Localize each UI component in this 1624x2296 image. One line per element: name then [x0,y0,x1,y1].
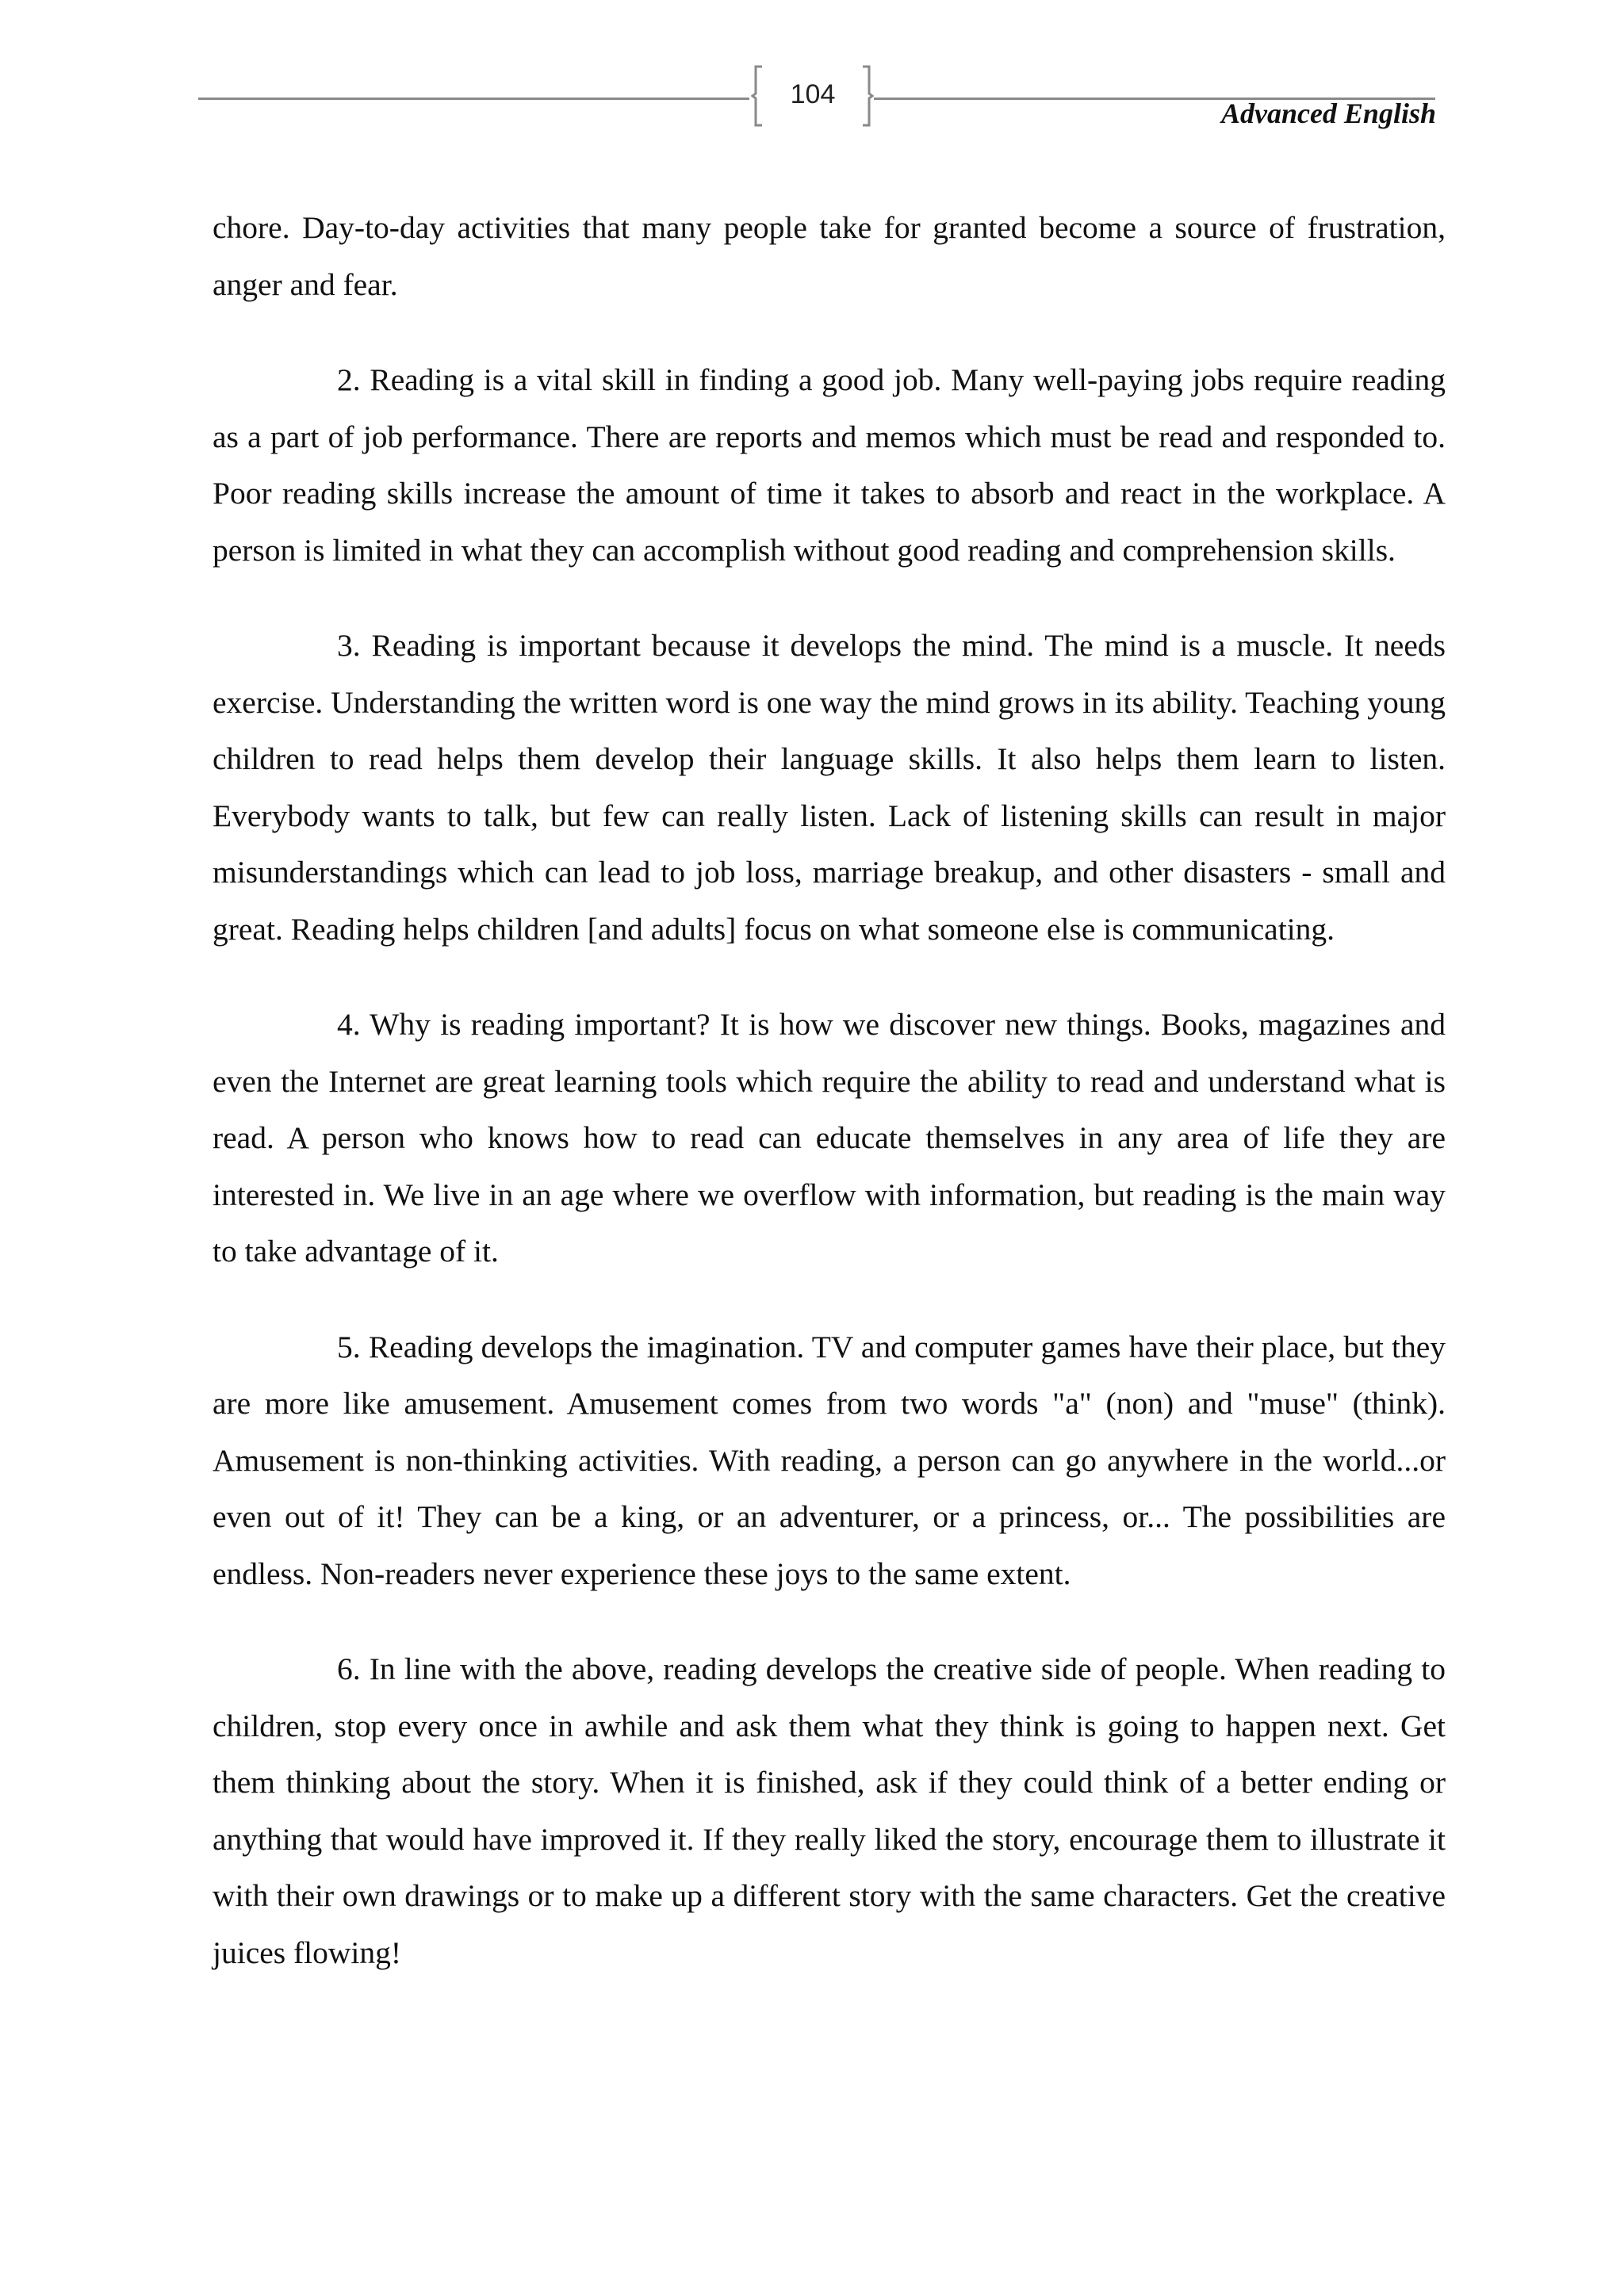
running-title: Advanced English [1220,98,1436,129]
page-number: 104 [790,79,836,109]
paragraph-continuation: chore. Day-to-day activities that many people take for granted become a source of frustration, anger and fear. [213,210,1446,302]
right-bracket-icon [861,65,874,127]
body-text [213,200,1446,2020]
paragraph-point-2: 2. Reading is a vital skill in finding a good job. Many well-paying jobs require reading as a part of job performance. There are reports and memos which must be read and responded to. Poor reading skills increase the amount of time it takes to absorb and react in the workplace. A person is limited in what they can accomplish without good reading and comprehension skills. [213,362,1446,568]
paragraph-point-6: 6. In line with the above, reading develops the creative side of people. When reading to children, stop every once in awhile and ask them what they think is going to happen next. Get them thinking about the story. When it is finished, ask if they could think of a better ending or anything that would have improved it. If they really liked the story, encourage them to illustrate it with their own drawings or to make up a different story with the same characters. Get the creative juices flowing! [213,1651,1446,1970]
header-rule-left [198,98,749,100]
paragraph-point-4: 4. Why is reading important? It is how we discover new things. Books, magazines and even the Internet are great learning tools which require the ability to read and understand what is read. A person who knows how to read can educate themselves in any area of life they are interested in. We live in an age where we overflow with information, but reading is the main way to take advantage of it. [213,1007,1446,1269]
page-header [0,0,1624,159]
left-bracket-icon [751,65,764,127]
paragraph-point-3: 3. Reading is important because it develops the mind. The mind is a muscle. It needs exercise. Understanding the written word is one way the mind grows in its ability. Teaching young children to read helps them develop their language skills. It also helps them learn to listen. Everybody wants to talk, but few can really listen. Lack of listening skills can result in major misunderstandings which can lead to job loss, marriage breakup, and other disasters - small and great. Reading helps children [and adults] focus on what someone else is communicating. [213,628,1446,947]
paragraph-point-5: 5. Reading develops the imagination. TV and computer games have their place, but they are more like amusement. Amusement comes from two words "a" (non) and "muse" (think). Amusement is non-thinking activities. With reading, a person can go anywhere in the world...or even out of it! They can be a king, or an adventurer, or a princess, or... The possibilities are endless. Non-readers never experience these joys to the same extent. [213,1329,1446,1591]
